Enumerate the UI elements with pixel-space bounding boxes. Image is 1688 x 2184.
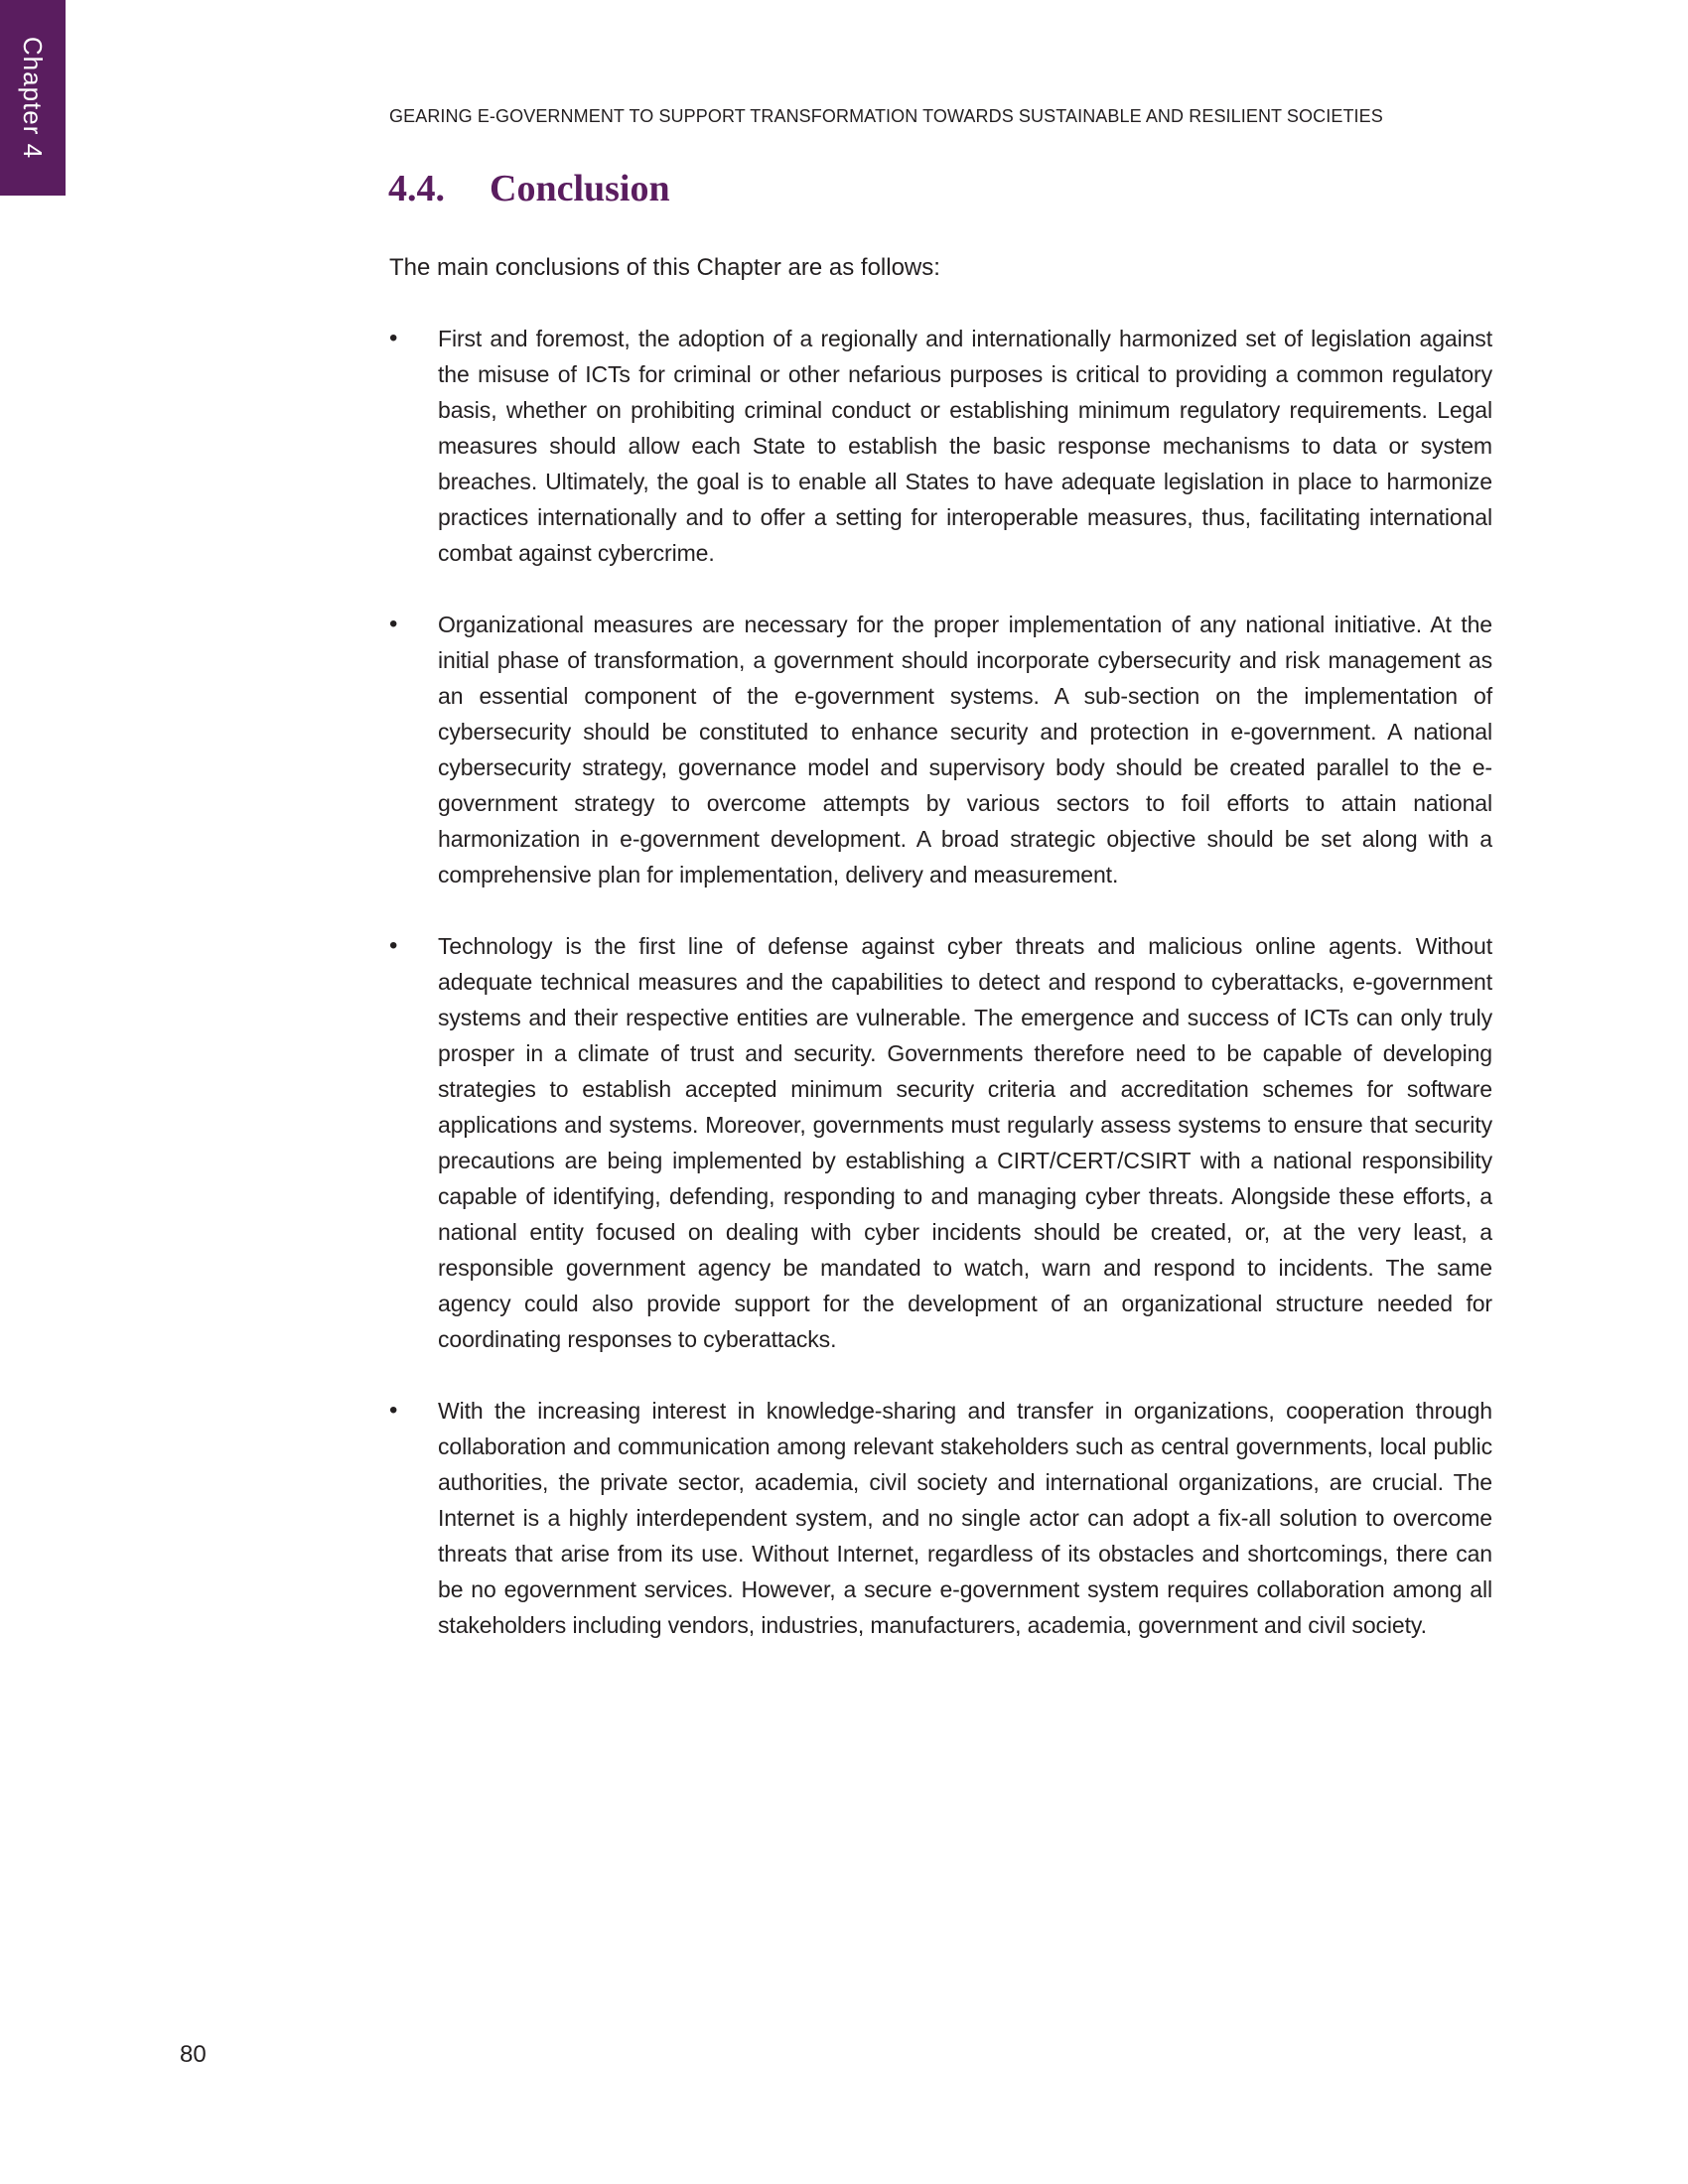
chapter-tab [0,0,66,196]
section-title-text: Conclusion [490,168,670,209]
chapter-tab-label: Chapter 4 [18,36,49,160]
list-item [389,321,1492,571]
running-header: GEARING E-GOVERNMENT TO SUPPORT TRANSFORMATION TOWARDS SUSTAINABLE AND RESILIENT SOCIETIES [389,106,1383,126]
conclusion-list [389,321,1492,1679]
intro-paragraph: The main conclusions of this Chapter are as follows: [389,254,940,281]
section-title [388,167,670,210]
list-item [389,1393,1492,1643]
list-item-text: First and foremost, the adoption of a regionally and internationally harmonized set of legislation against the misuse of ICTs for criminal or other nefarious purposes is critical to providing a common regulatory basis, whether on prohibiting criminal conduct or establishing minimum regulatory requirements. Legal measures should allow each State to establish the basic response mechanisms to data or system breaches. Ultimately, the goal is to enable all States to have adequate legislation in place to harmonize practices internationally and to offer a setting for interoperable measures, thus, facilitating international combat against cybercrime. [438,326,1492,566]
bullet-icon: • [389,325,398,351]
section-number: 4.4. [388,168,445,209]
list-item-text: Technology is the first line of defense against cyber threats and malicious online agents. Without adequate technical measures and the capabilities to detect and respond to cyberattacks, e-government systems and their respective entities are vulnerable. The emergence and success of ICTs can only truly prosper in a climate of trust and security. Governments therefore need to be capable of developing strategies to establish accepted minimum security criteria and accreditation schemes for software applications and systems. Moreover, governments must regularly assess systems to ensure that security precautions are being implemented by establishing a CIRT/CERT/CSIRT with a national responsibility capable of identifying, defending, responding to and managing cyber threats. Alongside these efforts, a national entity focused on dealing with cyber incidents should be created, or, at the very least, a responsible government agency be mandated to watch, warn and respond to incidents. The same agency could also provide support for the development of an organizational structure needed for coordinating responses to cyberattacks. [438,933,1492,1352]
bullet-icon: • [389,932,398,959]
bullet-icon: • [389,611,398,637]
list-item [389,928,1492,1357]
bullet-icon: • [389,1397,398,1424]
list-item-text: Organizational measures are necessary for the proper implementation of any national initiative. At the initial phase of transformation, a government should incorporate cybersecurity and risk management as an essential component of the e-government systems. A sub-section on the implementation of cybersecurity should be constituted to enhance security and protection in e-government. A national cybersecurity strategy, governance model and supervisory body should be created parallel to the e-government strategy to overcome attempts by various sectors to foil efforts to attain national harmonization in e-government development. A broad strategic objective should be set along with a comprehensive plan for implementation, delivery and measurement. [438,612,1492,887]
list-item [389,607,1492,892]
list-item-text: With the increasing interest in knowledge-sharing and transfer in organizations, cooperation through collaboration and communication among relevant stakeholders such as central governments, local public authorities, the private sector, academia, civil society and international organizations, are crucial. The Internet is a highly interdependent system, and no single actor can adopt a fix-all solution to overcome threats that arise from its use. Without Internet, regardless of its obstacles and shortcomings, there can be no egovernment services. However, a secure e-government system requires collaboration among all stakeholders including vendors, industries, manufacturers, academia, government and civil society. [438,1398,1492,1638]
page-number: 80 [180,2041,207,2068]
